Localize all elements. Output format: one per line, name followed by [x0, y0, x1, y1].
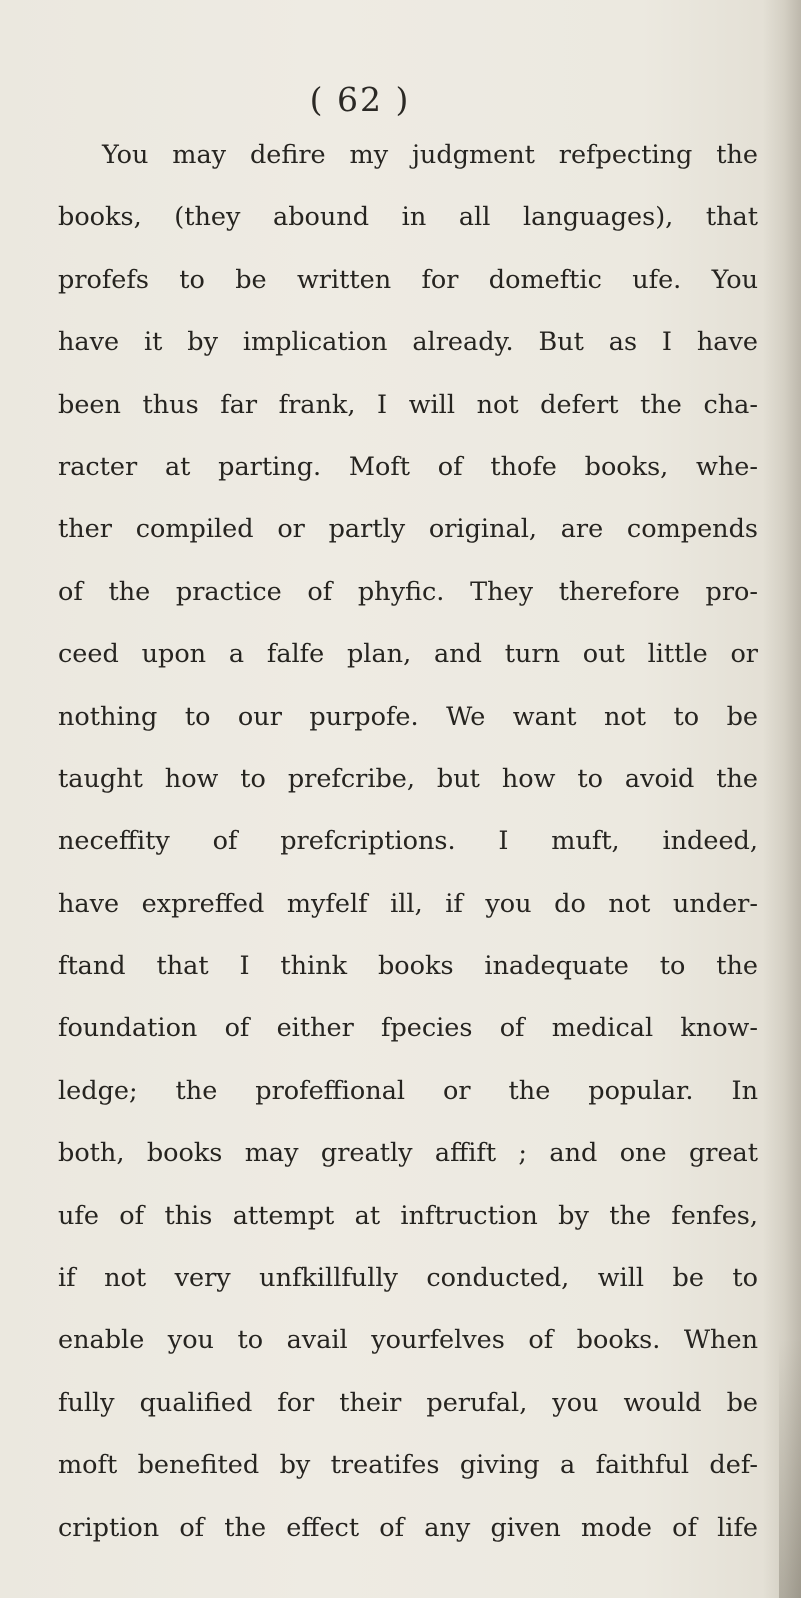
text-line: You may defire my judgment refpecting the — [102, 140, 758, 170]
text-line: taught how to prefcribe, but how to avoid the — [58, 763, 758, 794]
text-line: been thus far frank, I will not defert the cha- — [58, 389, 758, 420]
text-line: neceffity of prefcriptions. I muft, indeed, — [58, 826, 758, 857]
text-line: ther compiled or partly original, are compends — [58, 514, 758, 545]
text-line: of the practice of phyfic. They therefore pro- — [58, 576, 758, 607]
text-line: ceed upon a falfe plan, and turn out little or — [58, 639, 758, 670]
text-line: if not very unfkillfully conducted, will be to — [58, 1263, 758, 1294]
text-line: foundation of either fpecies of medical know- — [58, 1013, 758, 1044]
text-line: books, (they abound in all languages), that — [58, 202, 758, 233]
text-line: ufe of this attempt at inftruction by the fenfes, — [58, 1200, 758, 1231]
page-corner-shadow — [779, 1338, 801, 1598]
text-line: enable you to avail yourfelves of books. When — [58, 1325, 758, 1356]
text-line: nothing to our purpofe. We want not to be — [58, 701, 758, 732]
body-text — [58, 124, 758, 1559]
text-line: have expreffed myfelf ill, if you do not under- — [58, 888, 758, 919]
text-line: have it by implication already. But as I have — [58, 327, 758, 358]
text-line: moft benefited by treatifes giving a faithful def- — [58, 1450, 758, 1481]
text-line: both, books may greatly affift ; and one great — [58, 1138, 758, 1169]
text-line: profefs to be written for domeftic ufe. You — [58, 264, 758, 295]
text-line: racter at parting. Moft of thofe books, whe- — [58, 451, 758, 482]
text-line: ledge; the profeffional or the popular. In — [58, 1075, 758, 1106]
text-line: ftand that I think books inadequate to the — [58, 951, 758, 982]
text-line: cription of the effect of any given mode of life — [58, 1512, 758, 1543]
page-number: ( 62 ) — [309, 80, 411, 119]
text-line: fully qualified for their perufal, you would be — [58, 1387, 758, 1418]
